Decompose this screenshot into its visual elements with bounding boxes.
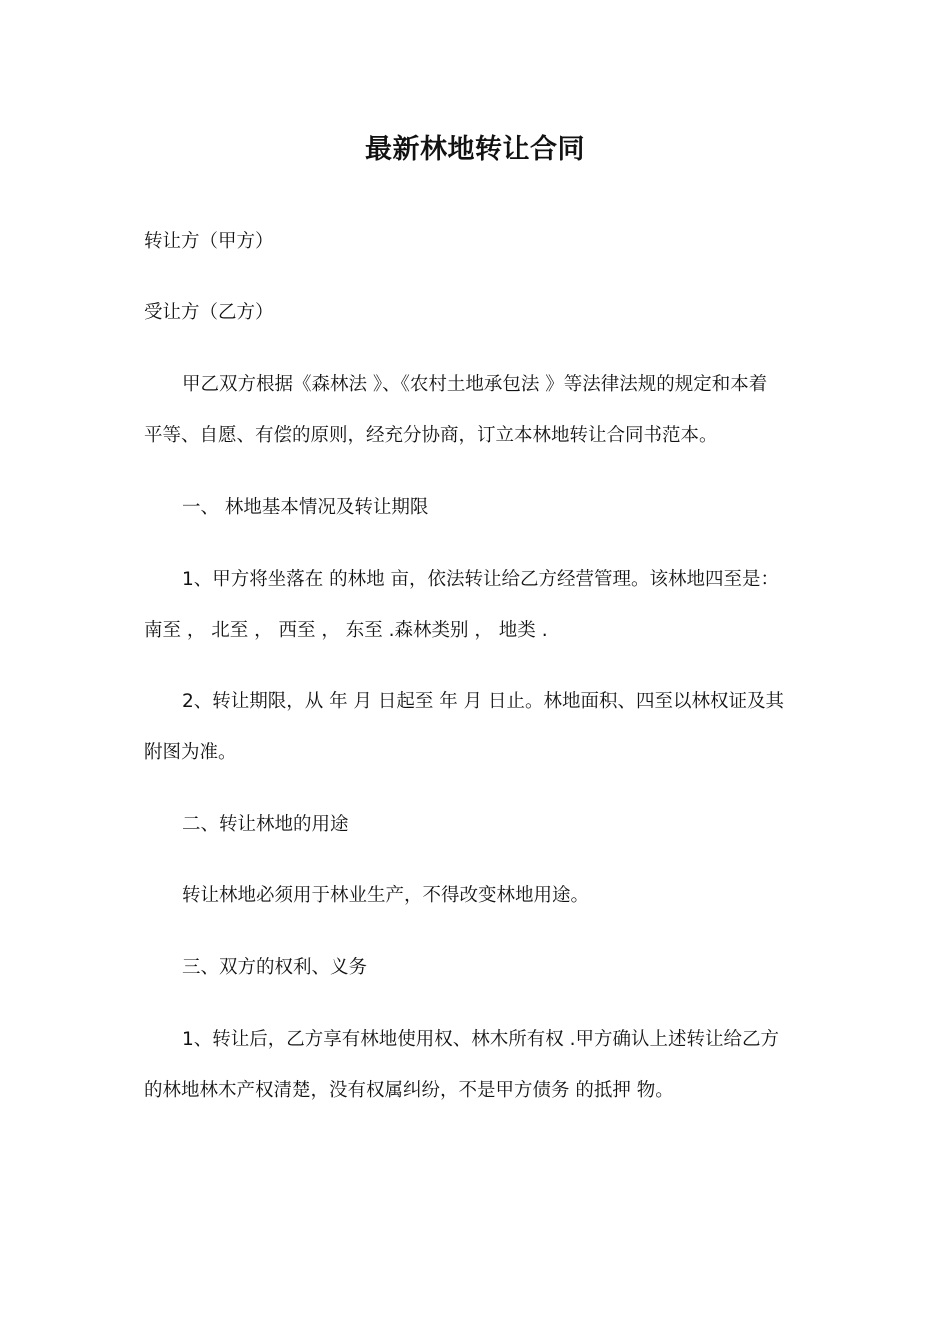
document-title: 最新林地转让合同 [365,134,585,165]
section-2-text: 转让林地必须用于林业生产，不得改变林地用途。 [182,885,590,906]
section-3-heading: 三、双方的权利、义务 [182,957,368,978]
section-1-item-1-line-1: 1、甲方将坐落在 的林地 亩，依法转让给乙方经营管理。该林地四至是： [182,569,780,590]
section-2-heading: 二、转让林地的用途 [182,814,349,835]
section-1-item-2-line-1: 2、转让期限，从 年 月 日起至 年 月 日止。林地面积、四至以林权证及其 [182,691,785,712]
party-b-label: 受让方（乙方） [144,302,274,323]
section-3-item-1-line-1: 1、转让后，乙方享有林地使用权、林木所有权 .甲方确认上述转让给乙方 [182,1029,780,1050]
section-1-item-2-line-2: 附图为准。 [144,742,237,763]
section-1-item-1-line-2: 南至 ， 北至 ， 西至 ， 东至 .森林类别 ， 地类 . [144,620,548,641]
party-a-label: 转让方（甲方） [144,231,274,252]
intro-line-1: 甲乙双方根据《森林法 》、《农村土地承包法 》等法律法规的规定和本着 [182,374,768,395]
intro-line-2: 平等、自愿、有偿的原则，经充分协商，订立本林地转让合同书范本。 [144,425,718,446]
section-1-heading: 一、 林地基本情况及转让期限 [182,497,429,518]
section-3-item-1-line-2: 的林地林木产权清楚，没有权属纠纷，不是甲方债务 的抵押 物。 [144,1080,674,1101]
